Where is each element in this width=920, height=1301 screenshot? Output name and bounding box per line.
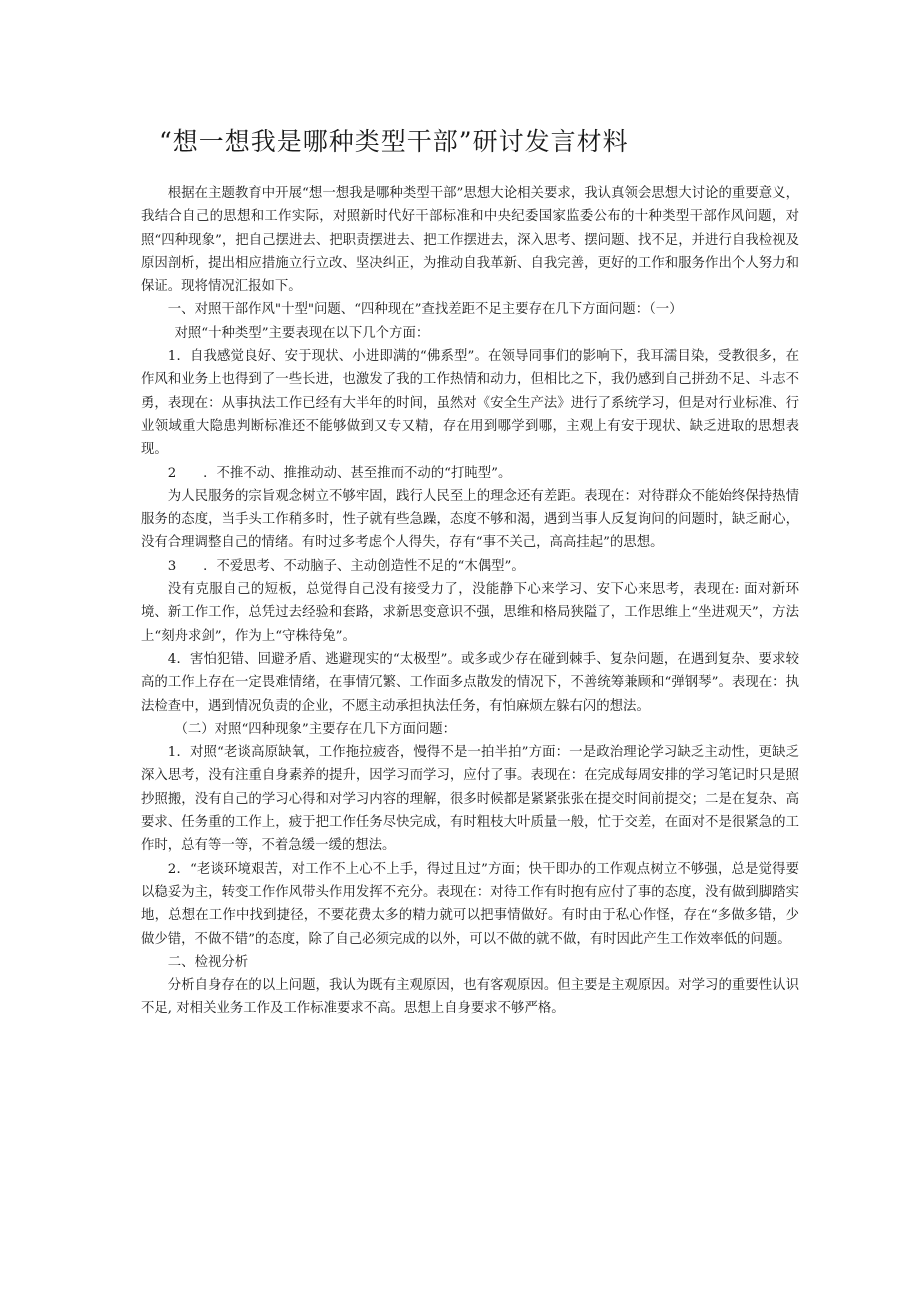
paragraph: 1．自我感觉良好、安于现状、小进即满的“佛系型”。在领导同事们的影响下，我耳濡目染，受教很多，在作风和业务上也得到了一些长进，也激发了我的工作热情和动力，但相比之下，我仍感到自己拼劲不足、斗志不勇，表现在：从事执法工作已经有大半年的时间，虽然对《安全生产法》进行了系统学习，但是对行业标准、行业领域重大隐患判断标准还不能够做到又专又精，存在用到哪学到哪，主观上有安于现状、缺乏进取的思想表现。 xyxy=(141,349,799,458)
item-heading: 2 ．不推不动、推推动动、甚至推而不动的“打盹型”。 xyxy=(167,465,512,481)
subsection-heading: 对照“十种类型”主要表现在以下几个方面： xyxy=(174,325,430,341)
paragraph: 没有克服自己的短板，总觉得自己没有接受力了，没能静下心来学习、安下心来思考，表现在: 面对新环境、新工作工作，总凭过去经验和套路，求新思变意识不强，思维和格局狭隘了，工作思维上“坐进观天”，方法上“刻舟求剑”，作为上“守株待兔”。 xyxy=(141,582,799,644)
paragraph: 分析自身存在的以上问题，我认为既有主观原因，也有客观原因。但主要是主观原因。对学习的重要性认识不足, 对相关业务工作及工作标准要求不高。思想上自身要求不够严格。 xyxy=(141,978,799,1017)
paragraph: 4．害怕犯错、回避矛盾、逃避现实的“太极型”。或多或少存在碰到棘手、复杂问题，在遇到复杂、要求较高的工作上存在一定畏难情绪，在事情冗繁、工作面多点散发的情况下，不善统筹兼顾和“弹钢琴”。表现在：执法检查中，遇到情况负责的企业，不愿主动承担执法任务，有怕麻烦左躲右闪的想法。 xyxy=(141,651,799,714)
section-heading: 二、检视分析 xyxy=(167,954,249,970)
paragraph: 为人民服务的宗旨观念树立不够牢固，践行人民至上的理念还有差距。表现在：对待群众不能始终保持热情服务的态度，当手头工作稍多时，性子就有些急躁，态度不够和渴，遇到当事人反复询问的问题时，缺乏耐心，没有合理调整自己的情绪。有时过多考虑个人得失，存有“事不关己，高高挂起”的思想。 xyxy=(141,488,799,551)
intro-paragraph: 根据在主题教育中开展“想一想我是哪种类型干部”思想大论相关要求，我认真领会思想大讨论的重要意义，我结合自己的思想和工作实际，对照新时代好干部标准和中央纪委国家监委公布的十种类型干部作风问题，对照“四种现象”，把自己摆进去、把职责摆进去、把工作摆进去，深入思考、摆问题、找不足，并进行自我检视及原因剖析，提出相应措施立行立改、坚决纠正，为推动自我革新、自我完善，更好的工作和服务作出个人努力和保证。现将情况汇报如下。 xyxy=(141,186,799,295)
document-body xyxy=(141,182,799,1021)
paragraph: 2．“老谈环境艰苦，对工作不上心不上手，得过且过”方面；快干即办的工作观点树立不够强，总是觉得要以稳妥为主，转变工作作风带头作用发挥不充分。表现在：对待工作有时抱有应付了事的态度，没有做到脚踏实地，总想在工作中找到捷径，不要花费太多的精力就可以把事情做好。有时由于私心作怪，存在“多做多错，少做少错，不做不错”的态度，除了自己必须完成的以外，可以不做的就不做，有时因此产生工作效率低的问题。 xyxy=(141,861,799,947)
document-title: “想一想我是哪种类型干部”研讨发言材料 xyxy=(159,127,629,156)
section-heading: 一、对照干部作风"十型"问题、“四种现在”查找差距不足主要存在几下方面问题：（一） xyxy=(167,302,683,318)
subsection-heading: （二）对照“四种现象”主要存在几下方面问题： xyxy=(174,721,457,737)
item-heading: 3 ．不爱思考、不动脑子、主动创造性不足的“木偶型”。 xyxy=(167,558,525,574)
paragraph: 1．对照“老谈高原缺氧，工作拖拉疲沓，慢得不是一拍半拍”方面：一是政治理论学习缺乏主动性，更缺乏深入思考，没有注重自身素养的提升，因学习而学习，应付了事。表现在：在完成每周安排的学习笔记时只是照抄照搬，没有自己的学习心得和对学习内容的理解，很多时候都是紧紧张张在提交时间前提交；二是在复杂、高要求、任务重的工作上，疲于把工作任务尽快完成，有时粗枝大叶质量一般，忙于交差，在面对不是很紧急的工作时，总有等一等，不着急缓一缓的想法。 xyxy=(141,745,799,854)
